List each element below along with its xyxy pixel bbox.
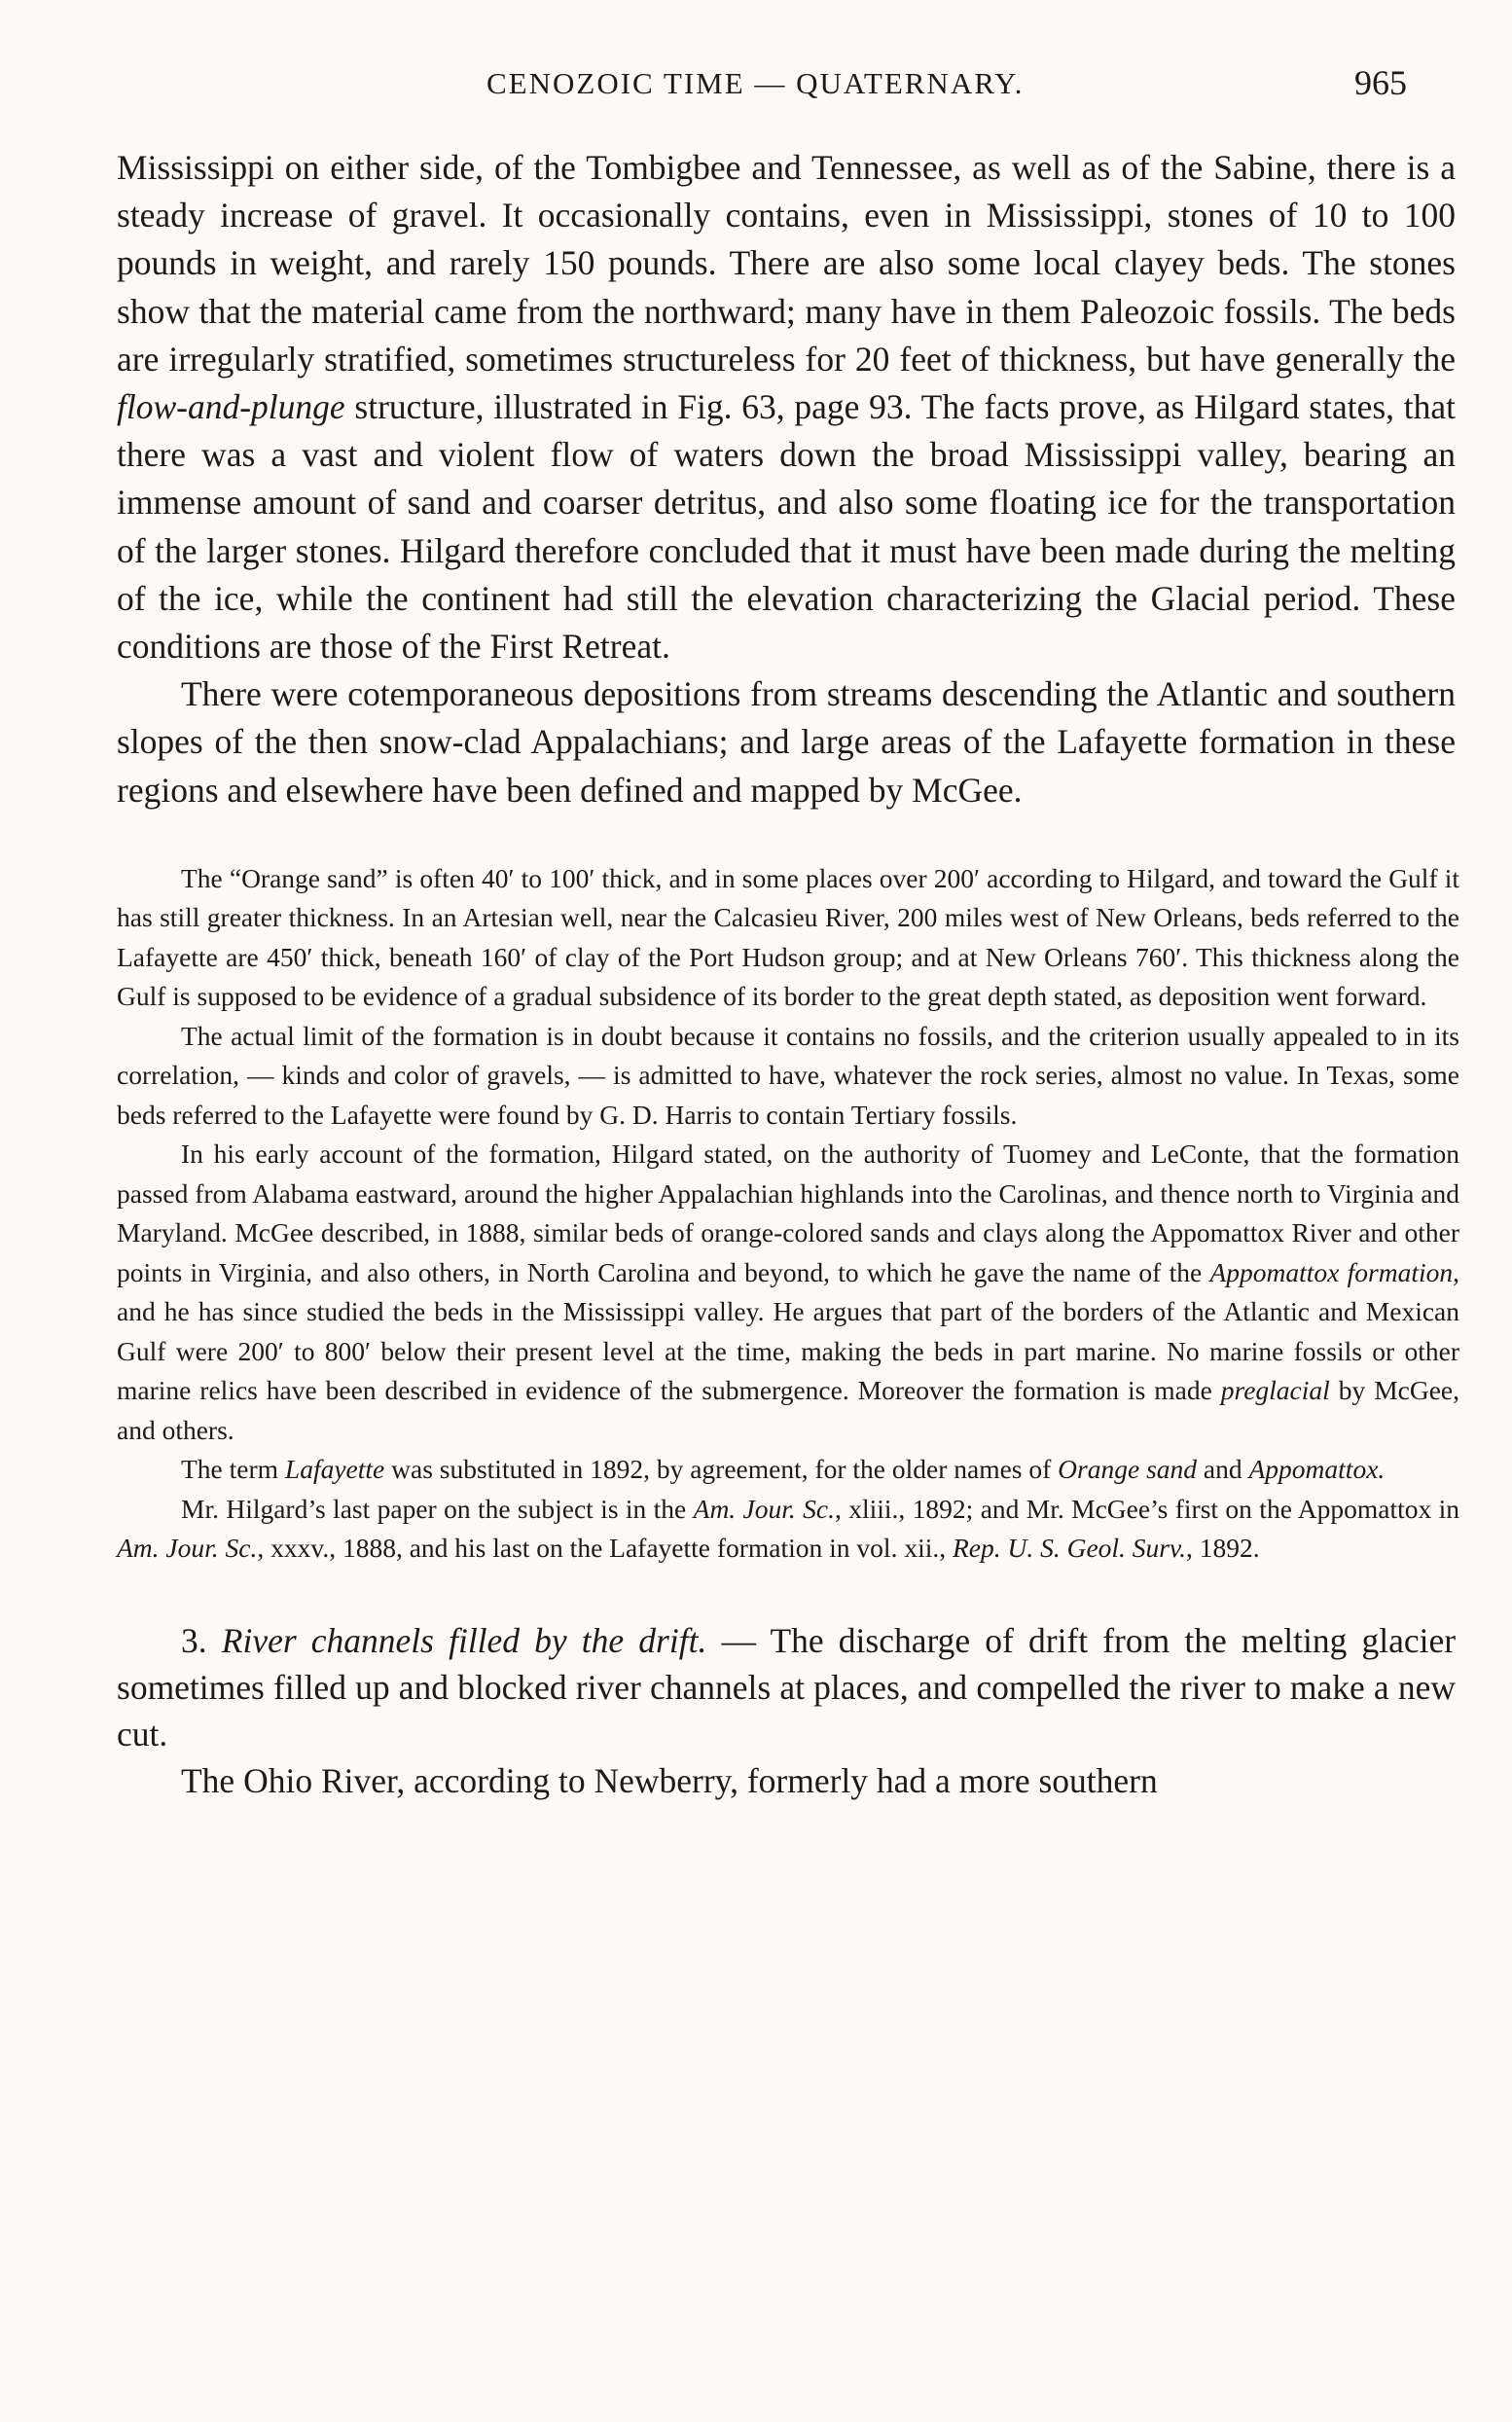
section-3 xyxy=(117,1617,1456,1804)
note-text: , and he has since studied the beds in the Mississippi valley. He argues that part of the borders of the Atlantic and Mexican Gulf were 200′ to 800′ below their present level at the time, making the beds in part marine. No marine fossils or other marine relics have been described in evidence of the submergence. Moreover the formation is made xyxy=(117,1256,1459,1406)
paragraph-text: structure, illustrated in Fig. 63, page 93. The facts prove, as Hilgard states, that there was a vast and violent flow of waters down the broad Mississippi valley, bearing an immense amount of sand and coarser detritus, and also some floating ice for the transportation of the larger stones. Hilgard therefore concluded that it must have been made during the melting of the ice, while the continent had still the elevation characterizing the Glacial period. These conditions are those of the First Retreat. xyxy=(117,387,1457,667)
note-paragraph xyxy=(117,1490,1459,1569)
main-text xyxy=(117,144,1456,814)
italic-term: Lafayette xyxy=(284,1454,385,1485)
notes xyxy=(117,859,1459,1569)
note-paragraph xyxy=(117,1135,1459,1450)
note-text: by McGee, and others. xyxy=(117,1375,1460,1445)
note-text: was substituted in 1892, by agreement, for the older names of xyxy=(391,1454,1052,1485)
italic-term: preglacial xyxy=(1220,1375,1330,1406)
citation: Am. Jour. Sc. xyxy=(693,1493,835,1524)
page-number: 965 xyxy=(1354,63,1407,102)
paragraph-text: Mississippi on either side, of the Tombigbee and Tennessee, as well as of the Sabine, there is a steady increase of gravel. It occasionally contains, even in Mississippi, stones of 10 to 100 pounds in weight, and rarely 150 pounds. There are also some local clayey beds. The stones show that the material came from the northward; many have in them Paleozoic fossils. The beds are irregularly stratified, sometimes structureless for 20 feet of thickness, but have generally the xyxy=(117,148,1456,379)
italic-term: Appomattox formation xyxy=(1209,1256,1454,1287)
paragraph: There were cotemporaneous depositions from streams descending the Atlantic and southern slopes of the then snow-clad Appalachians; and large areas of the Lafayette formation in these regions and elsewhere have been defined and mapped by McGee. xyxy=(117,674,1456,810)
note-text: The term xyxy=(181,1454,279,1485)
note-paragraph xyxy=(117,1450,1459,1490)
paragraph-text: — The discharge of drift from the melting glacier sometimes filled up and blocked river channels at places, and compelled the river to make a new cut. xyxy=(117,1620,1457,1753)
note-text: , 1892. xyxy=(1186,1533,1260,1564)
running-head xyxy=(117,58,1463,117)
note-paragraph: The actual limit of the formation is in doubt because it contains no fossils, and the criterion usually appealed to in its correlation, — kinds and color of gravels, — is admitted to have, whatever the rock series, almost no value. In Texas, some beds referred to the Lafayette were found by G. D. Harris to contain Tertiary fossils. xyxy=(117,1020,1459,1130)
italic-term: Appomattox. xyxy=(1248,1454,1386,1485)
note-text: In his early account of the formation, Hilgard stated, on the authority of Tuomey and LeConte, that the formation passed from Alabama eastward, around the higher Appalachian highlands into the Carolinas, and thence north to Virginia and Maryland. McGee described, in 1888, similar beds of orange-colored sands and clays along the Appomattox River and other points in Virginia, and also others, in North Carolina and beyond, to which he gave the name of the xyxy=(117,1139,1459,1287)
note-text: Mr. Hilgard’s last paper on the subject is in the xyxy=(181,1493,687,1524)
paragraph: The Ohio River, according to Newberry, formerly had a more southern xyxy=(181,1760,1158,1800)
italic-term: flow-and-plunge xyxy=(117,387,345,427)
note-paragraph: The “Orange sand” is often 40′ to 100′ thick, and in some places over 200′ according to Hilgard, and toward the Gulf it has still greater thickness. In an Artesian well, near the Calcasieu River, 200 miles west of New Orleans, beds referred to the Lafayette are 450′ thick, beneath 160′ of clay of the Port Hudson group; and at New Orleans 760′. This thickness along the Gulf is supposed to be evidence of a gradual subsidence of its border to the great depth stated, as deposition went forward. xyxy=(117,862,1459,1012)
citation: Rep. U. S. Geol. Surv. xyxy=(952,1533,1187,1564)
running-head-title: CENOZOIC TIME — QUATERNARY. xyxy=(486,66,1025,100)
note-text: , xxxv., 1888, and his last on the Lafayette formation in vol. xii., xyxy=(257,1533,947,1564)
paragraph xyxy=(117,1617,1456,1757)
paragraph xyxy=(117,144,1456,670)
citation: Am. Jour. Sc. xyxy=(117,1533,258,1564)
section-heading: River channels filled by the drift. xyxy=(221,1620,707,1660)
note-text: , xliii., 1892; and Mr. McGee’s first on the Appomattox in xyxy=(835,1493,1460,1524)
section-number: 3. xyxy=(181,1620,207,1660)
note-text: and xyxy=(1203,1454,1242,1485)
italic-term: Orange sand xyxy=(1058,1454,1198,1485)
